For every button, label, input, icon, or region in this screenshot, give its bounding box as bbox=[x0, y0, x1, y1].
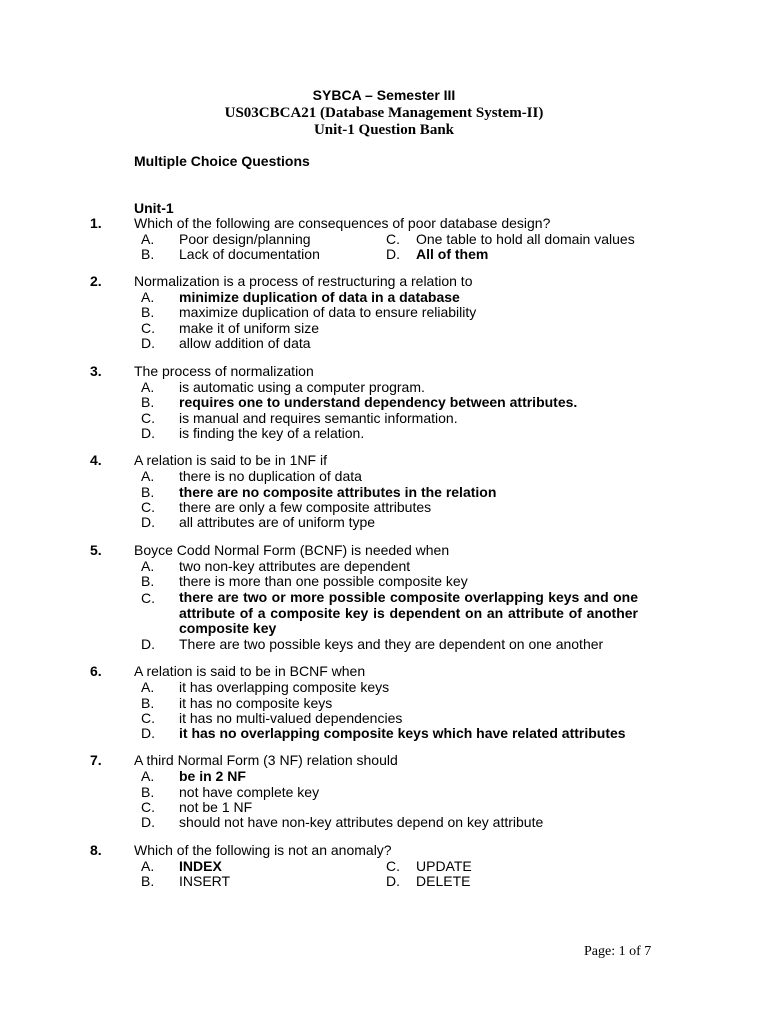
option-label: A. bbox=[141, 858, 155, 874]
option-text: is finding the key of a relation. bbox=[179, 425, 365, 441]
option-text: there are only a few composite attributes bbox=[179, 499, 432, 515]
correct-option-text: it has no overlapping composite keys which have related attributes bbox=[179, 725, 626, 741]
option-text: there is more than one possible composite key bbox=[179, 573, 468, 589]
option-label: C. bbox=[141, 320, 155, 336]
document-course-title: SYBCA – Semester III bbox=[312, 87, 456, 103]
option-label: B. bbox=[141, 873, 155, 889]
option-text: make it of uniform size bbox=[179, 320, 320, 336]
option-text: not be 1 NF bbox=[179, 799, 253, 815]
option-label: D. bbox=[141, 725, 155, 741]
option-label: B. bbox=[141, 304, 155, 320]
option-label: C. bbox=[141, 499, 155, 515]
correct-option-text: All of them bbox=[416, 246, 489, 262]
question-text: Boyce Codd Normal Form (BCNF) is needed when bbox=[134, 542, 450, 558]
option-label: C. bbox=[141, 410, 155, 426]
option-label: C. bbox=[141, 590, 155, 606]
option-text: is manual and requires semantic information. bbox=[179, 410, 458, 426]
option-text: One table to hold all domain values bbox=[416, 231, 635, 247]
option-label: D. bbox=[141, 514, 155, 530]
option-text: allow addition of data bbox=[179, 335, 311, 351]
option-label: D. bbox=[141, 814, 155, 830]
option-text: maximize duplication of data to ensure reliability bbox=[179, 304, 477, 320]
option-label: C. bbox=[141, 710, 155, 726]
option-label: A. bbox=[141, 289, 155, 305]
question-number: 2. bbox=[90, 273, 102, 289]
question-number: 8. bbox=[90, 842, 102, 858]
option-text: there is no duplication of data bbox=[179, 468, 362, 484]
option-text: it has no multi-valued dependencies bbox=[179, 710, 403, 726]
option-text: should not have non-key attributes depend on key attribute bbox=[179, 814, 544, 830]
question-number: 5. bbox=[90, 542, 102, 558]
option-label: C. bbox=[386, 858, 400, 874]
option-label: C. bbox=[386, 231, 400, 247]
question-text: The process of normalization bbox=[134, 363, 314, 379]
option-label: D. bbox=[141, 636, 155, 652]
option-text: all attributes are of uniform type bbox=[179, 514, 376, 530]
option-label: A. bbox=[141, 768, 155, 784]
option-label: B. bbox=[141, 695, 155, 711]
option-label: B. bbox=[141, 784, 155, 800]
question-number: 3. bbox=[90, 363, 102, 379]
question-text: Normalization is a process of restructuring a relation to bbox=[134, 273, 473, 289]
page-number: Page: 1 of 7 bbox=[584, 944, 652, 959]
option-text: INSERT bbox=[179, 873, 231, 889]
question-text: A third Normal Form (3 NF) relation should bbox=[134, 752, 398, 768]
question-text: A relation is said to be in 1NF if bbox=[134, 452, 327, 468]
question-number: 1. bbox=[90, 215, 102, 231]
correct-option-text: requires one to understand dependency between attributes. bbox=[179, 394, 578, 410]
option-label: A. bbox=[141, 679, 155, 695]
document-subject-title: US03CBCA21 (Database Management System-II) bbox=[224, 105, 544, 121]
question-number: 4. bbox=[90, 452, 102, 468]
option-text: Poor design/planning bbox=[179, 231, 311, 247]
correct-option-text: INDEX bbox=[179, 858, 222, 874]
correct-option-text: there are no composite attributes in the relation bbox=[179, 484, 497, 500]
option-label: D. bbox=[386, 873, 400, 889]
option-label: A. bbox=[141, 558, 155, 574]
section-title: Multiple Choice Questions bbox=[134, 153, 310, 169]
option-label: A. bbox=[141, 231, 155, 247]
option-text: it has overlapping composite keys bbox=[179, 679, 390, 695]
option-text: it has no composite keys bbox=[179, 695, 333, 711]
option-text: not have complete key bbox=[179, 784, 320, 800]
option-label: D. bbox=[386, 246, 400, 262]
option-text: is automatic using a computer program. bbox=[179, 379, 425, 395]
option-text: two non-key attributes are dependent bbox=[179, 558, 411, 574]
option-text: UPDATE bbox=[416, 858, 472, 874]
correct-option-text: minimize duplication of data in a database bbox=[179, 289, 460, 305]
option-label: A. bbox=[141, 379, 155, 395]
correct-option-text: there are two or more possible composite overlapping keys and one attribute of a composite key is dependent on an attribute of another composite key bbox=[179, 589, 638, 636]
option-label: B. bbox=[141, 394, 155, 410]
option-text: DELETE bbox=[416, 873, 471, 889]
option-label: D. bbox=[141, 425, 155, 441]
option-label: D. bbox=[141, 335, 155, 351]
correct-option-text: be in 2 NF bbox=[179, 768, 246, 784]
option-text: Lack of documentation bbox=[179, 246, 320, 262]
question-text: Which of the following is not an anomaly? bbox=[134, 842, 392, 858]
document-unit-title: Unit-1 Question Bank bbox=[313, 122, 455, 138]
option-label: B. bbox=[141, 246, 155, 262]
question-text: Which of the following are consequences of poor database design? bbox=[134, 215, 551, 231]
option-label: B. bbox=[141, 573, 155, 589]
question-number: 6. bbox=[90, 663, 102, 679]
option-text: There are two possible keys and they are dependent on one another bbox=[179, 636, 604, 652]
option-label: B. bbox=[141, 484, 155, 500]
question-text: A relation is said to be in BCNF when bbox=[134, 663, 366, 679]
option-label: A. bbox=[141, 468, 155, 484]
option-label: C. bbox=[141, 799, 155, 815]
question-number: 7. bbox=[90, 752, 102, 768]
unit-heading: Unit-1 bbox=[134, 200, 174, 216]
